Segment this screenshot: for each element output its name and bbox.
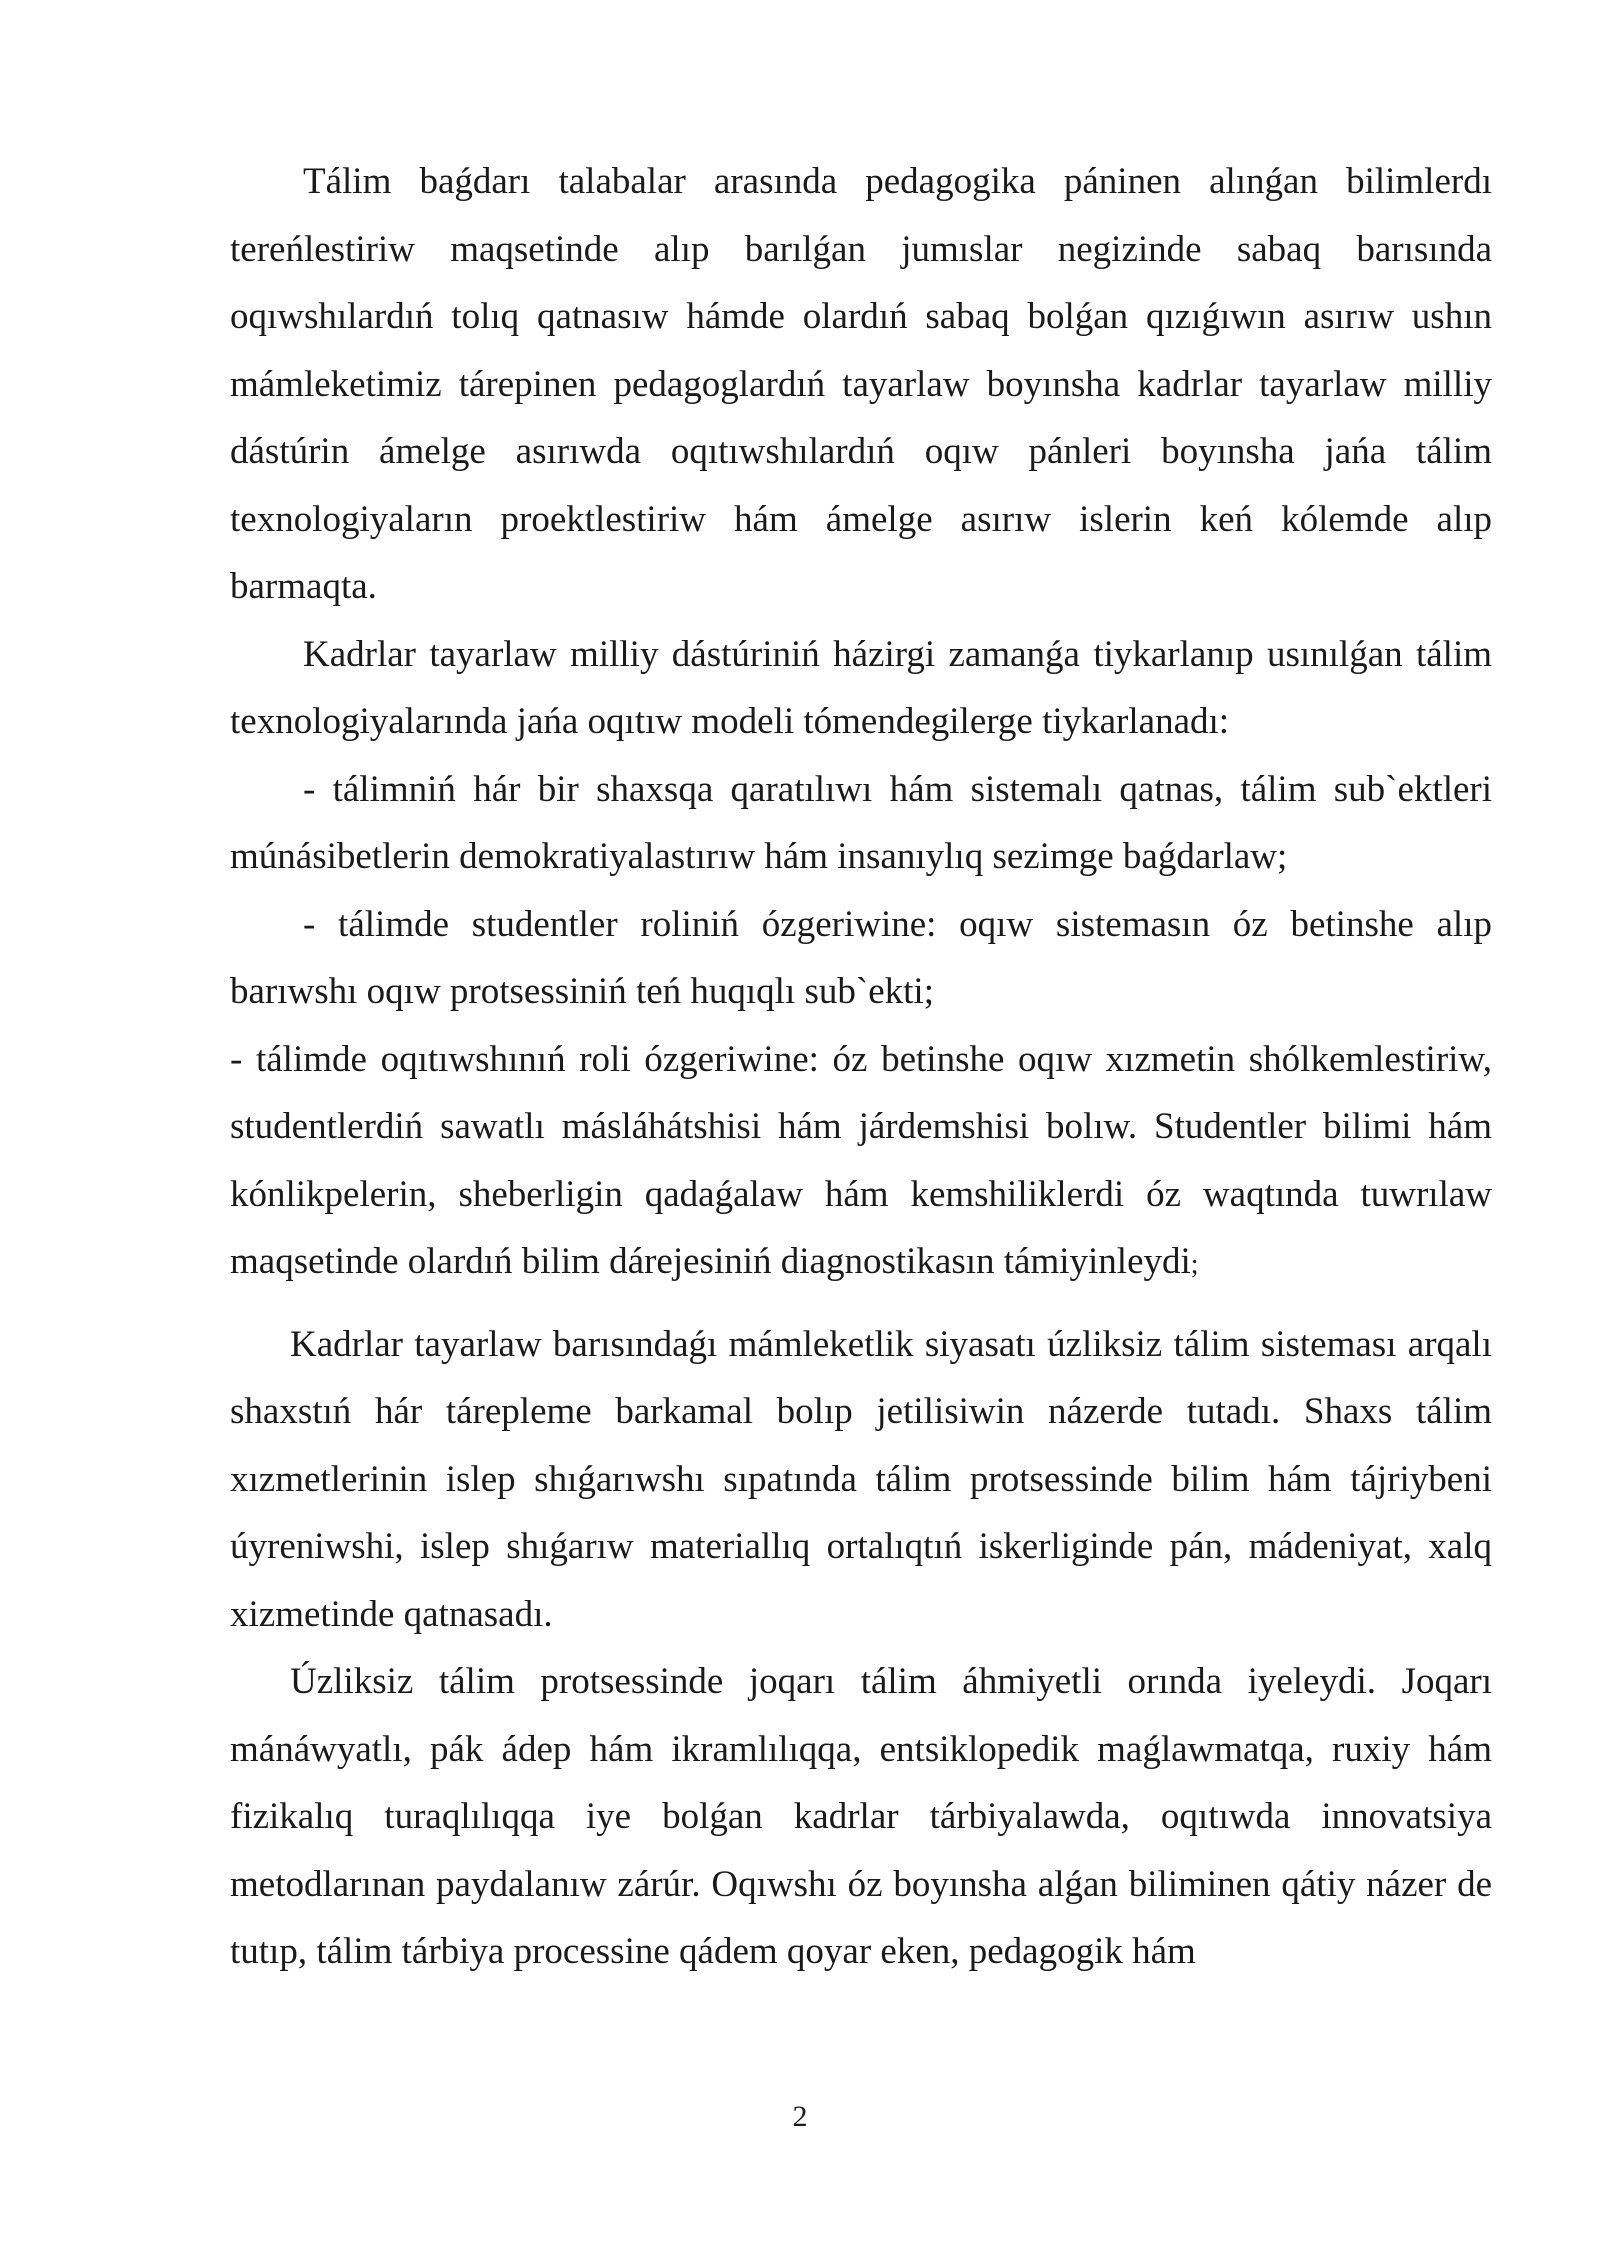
list-item-teacher-role-terminator: ; — [1190, 1249, 1199, 1280]
list-item-personal-orientation: - tálimniń hár bir shaxsqa qaratılıwı hám sistemalı qatnas, tálim sub`ektleri múnásibetlerin demokratiyalastırıw hám insanıylıq sezimge baǵdarlaw; — [230, 768, 1492, 877]
list-item-teacher-role — [230, 1026, 1492, 1299]
list-item-teacher-role-text: - tálimde oqıtıwshınıń roli ózgeriwine: óz betinshe oqıw xızmetin shólkemlestiriw, studentlerdiń sawatlı másláhátshisi hám járdemshisi bolıw. Studentler bilimi hám kónlikpelerin, sheberligin qadaǵalaw hám kemshiliklerdi óz waqtında tuwrılaw maqsetinde olardıń bilim dárejesiniń diagnostikasın támiyinleydi — [230, 1038, 1492, 1282]
list-item-student-role: - tálimde studentler roliniń ózgeriwine: oqıw sistemasın óz betinshe alıp barıwshı oqıw protsessiniń teń huqıqlı sub`ekti; — [230, 903, 1492, 1012]
paragraph-intro: Tálim baǵdarı talabalar arasında pedagogika páninen alınǵan bilimlerdı tereńlestiriw maqsetinde alıp barılǵan jumıslar negizinde sabaq barısında oqıwshılardıń tolıq qatnasıw hámde olardıń sabaq bolǵan qızıǵıwın asırıw ushın mámleketimiz tárepinen pedagoglardıń tayarlaw boyınsha kadrlar tayarlaw milliy dástúrin ámelge asırıwda oqıtıwshılardıń oqıw pánleri boyınsha jańa tálim texnologiyaların proektlestiriw hám ámelge asırıw islerin keń kólemde alıp barmaqta. — [230, 161, 1492, 607]
paragraph-state-policy: Kadrlar tayarlaw barısındaǵı mámleketlik siyasatı úzliksiz tálim sisteması arqalı shaxstıń hár tárepleme barkamal bolıp jetilisiwin názerde tutadı. Shaxs tálim xızmetlerinin islep shıǵarıwshı sıpatında tálim protsessinde bilim hám tájriybeni úyreniwshi, islep shıǵarıw materiallıq ortalıqtıń iskerliginde pán, mádeniyat, xalq xizmetinde qatnasadı. — [230, 1323, 1492, 1635]
paragraph-teaching-model: Kadrlar tayarlaw milliy dástúriniń házirgi zamanǵa tiykarlanıp usınılǵan tálim texnologiyalarında jańa oqıtıw modeli tómendegilerge tiykarlanadı: — [230, 633, 1492, 742]
body-text — [230, 148, 1492, 1986]
paragraph-higher-education: Úzliksiz tálim protsessinde joqarı tálim áhmiyetli orında iyeleydi. Joqarı mánáwyatlı, pák ádep hám ikramlılıqqa, entsiklopedik maǵlawmatqa, ruxiy hám fizikalıq turaqlılıqqa iye bolǵan kadrlar tárbiyalawda, oqıtıwda innovatsiya metodlarınan paydalanıw zárúr. Oqıwshı óz boyınsha alǵan biliminen qátiy názer de tutıp, tálim tárbiya processine qádem qoyar eken, pedagogik hám — [230, 1661, 1492, 1972]
page-number: 2 — [792, 2100, 808, 2133]
